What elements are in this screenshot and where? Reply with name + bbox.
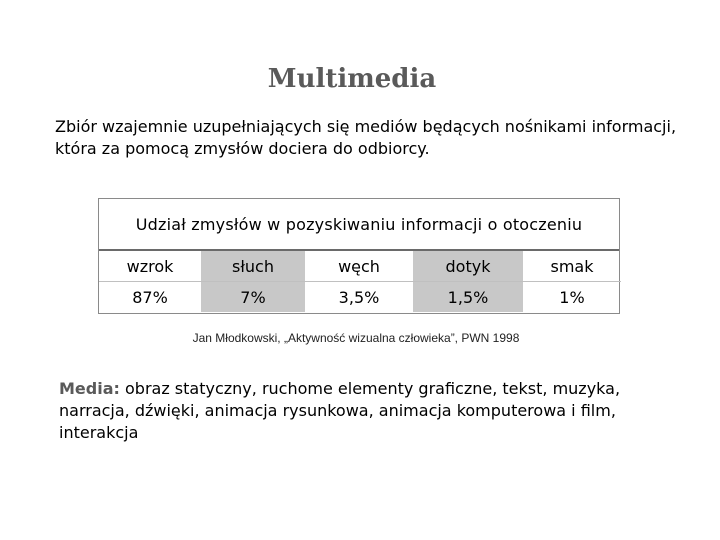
senses-table xyxy=(98,198,620,314)
definition-text: Zbiór wzajemnie uzupełniających się mediów będących nośnikami informacji, która za pomocą zmysłów dociera do odbiorcy. xyxy=(55,117,677,158)
table-header-cell: słuch xyxy=(201,251,305,281)
table-header-cell: smak xyxy=(550,256,594,276)
table-value-cell: 3,5% xyxy=(305,281,413,312)
table-value-cell: 1% xyxy=(523,281,621,312)
table-header-cell: dotyk xyxy=(413,251,523,281)
source-citation: Jan Młodkowski, „Aktywność wizualna człowieka”, PWN 1998 xyxy=(192,331,520,345)
media-text: obraz statyczny, ruchome elementy graficzne, tekst, muzyka, narracja, dźwięki, animacja rysunkowa, animacja komputerowa i film, interakcja xyxy=(59,379,621,442)
slide-title: Multimedia xyxy=(267,64,437,94)
media-paragraph xyxy=(59,378,659,444)
table-header-cell: węch xyxy=(338,256,380,276)
table-value-cell: 7% xyxy=(201,281,305,312)
media-label: Media: xyxy=(59,379,120,398)
table-grid xyxy=(99,249,619,312)
table-value-cell: 87% xyxy=(99,281,201,312)
table-value-cell: 1,5% xyxy=(413,281,523,312)
table-header-cell: wzrok xyxy=(126,256,174,276)
table-caption: Udział zmysłów w pozyskiwaniu informacji o otoczeniu xyxy=(135,214,583,234)
